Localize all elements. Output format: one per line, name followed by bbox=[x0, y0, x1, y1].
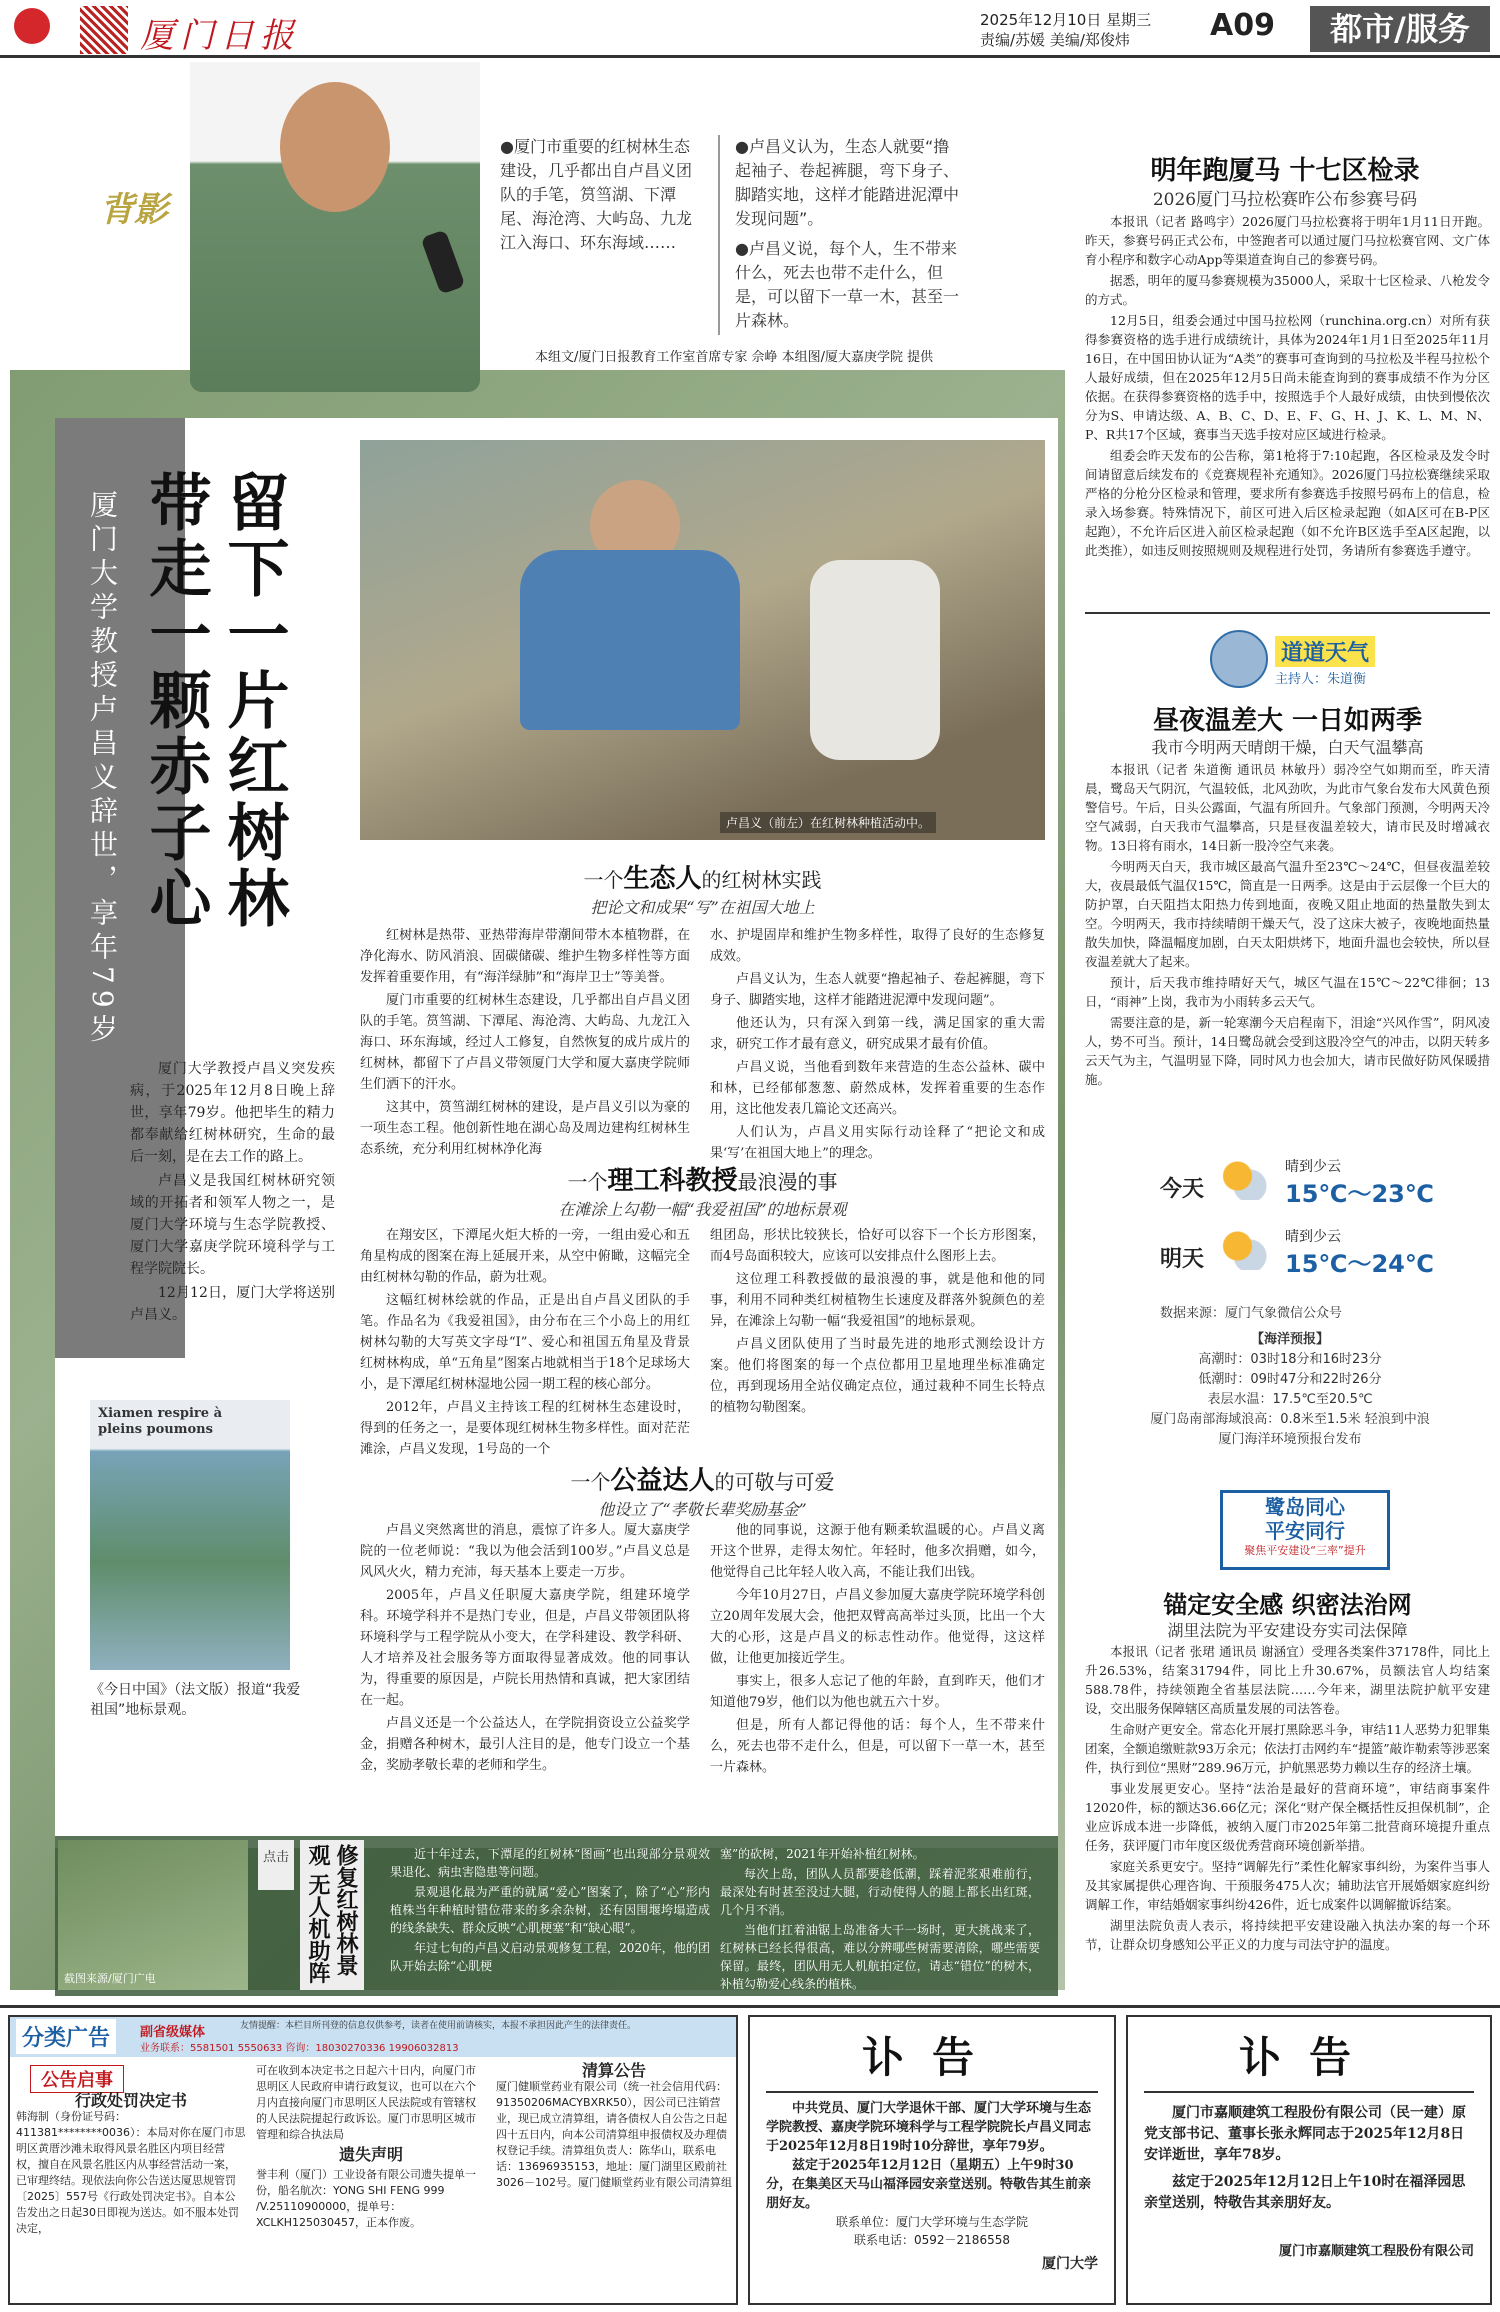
sba-p1: 近十年过去，下潭尾的红树林“图画”也出现部分景观效果退化、病虫害隐患等问题。 bbox=[390, 1847, 710, 1879]
s3a-p3: 卢昌义还是一个公益达人，在学院捐资设立公益奖学金，捐赠各种树木，最引人注目的是，他专门设立一个基金，奖励孝敬长辈的老师和学生。 bbox=[360, 1716, 690, 1773]
page-number: A09 bbox=[1210, 8, 1275, 43]
c3-text: 厦门健顺堂药业有限公司（统一社会信用代码：91350206MACYBXRK50），因公司已注销营业，现已成立清算组，请各债权人自公告之日起四十五日内，向本公司清算组申报债权及办理债权登记手续。清算组负责人：陈华山，联系电话：13696935153，地址：厦门湖里区殿前社3026－102号。厦门健顺堂药业有限公司清算组 bbox=[496, 2080, 732, 2189]
marathon-subtitle: 2026厦门马拉松赛昨公布参赛号码 bbox=[1152, 190, 1418, 210]
tomorrow-temp: 15℃～24℃ bbox=[1285, 1250, 1434, 1278]
safety-title: 锚定安全感 织密法治网 bbox=[1163, 1590, 1412, 1619]
header-info bbox=[980, 10, 1151, 50]
forecast-box bbox=[1160, 1150, 1440, 1290]
banner-line-3: 聚焦平安建设“三率”提升 bbox=[1244, 1544, 1366, 1557]
banner-line-2: 平安同行 bbox=[1265, 1519, 1345, 1543]
obit2-text2: 兹定于2025年12月12日上午10时在福泽园思亲堂送别，特敬告其亲朋好友。 bbox=[1144, 2174, 1466, 2211]
s1b-p4: 卢昌义说，当他看到数年来营造的生态公益林、碳中和林，已经郁郁葱葱、蔚然成林，发挥着重要的生态作用，这比他发表几篇论文还高兴。 bbox=[710, 1060, 1045, 1117]
wx-p1: 本报讯（记者 朱道衡 通讯员 林敏丹）弱冷空气如期而至，昨天清晨，鹭岛天气阴沉，气温较低，北风劲吹，为此市气象台发布大风黄色预警信号。午后，日头公露面，气温有所回升。气象部门预测，今明两天冷空气减弱，白天我市气温攀高，只是昼夜温差较大，请市民及时增减衣物。13日将有雨水，14日新一股冷空气来袭。 bbox=[1085, 762, 1490, 853]
photo-credit: 截图来源/厦门广电 bbox=[64, 1972, 156, 1985]
bullets-left: ●厦门市重要的红树林生态建设，几乎都出自卢昌义团队的手笔，筼筜湖、下潭尾、海沧湾、大屿岛、九龙江入海口、环东海域…… bbox=[500, 137, 693, 252]
obituary-1 bbox=[748, 2015, 1116, 2305]
sea-title: 【海洋预报】 bbox=[1250, 1332, 1329, 1347]
c3-title: 清算公告 bbox=[581, 2061, 646, 2080]
s2-post: 最浪漫的事 bbox=[737, 1170, 838, 1194]
microphone-icon bbox=[421, 229, 466, 294]
s3b-p2: 今年10月27日，卢昌义参加厦大嘉庚学院环境学科创立20周年发展大会，他把双臂高高举过头顶，比出一个大大的心形，这是卢昌义的标志性动作。他觉得，这这样做，让他更加接近学生。 bbox=[710, 1588, 1045, 1666]
weather-host-avatar bbox=[1210, 630, 1268, 688]
s1b-p5: 人们认为，卢昌义用实际行动诠释了“把论文和成果‘写’在祖国大地上”的理念。 bbox=[710, 1125, 1045, 1161]
safety-p2: 生命财产更安全。常态化开展打黑除恶斗争，审结11人恶势力犯罪集团案，全额追缴赃款93万余元；依法打击网约车“提篮”敲诈勒索等涉恶案件，执行到位“黑财”289.96万元，护航黑恶势力赖以生存的经济土壤。 bbox=[1085, 1722, 1490, 1775]
issue-date: 2025年12月10日 星期三 bbox=[980, 11, 1152, 29]
tomorrow-label: 明天 bbox=[1160, 1247, 1205, 1272]
weather-body bbox=[1085, 760, 1490, 1091]
sidebar-photo bbox=[58, 1840, 248, 1990]
portrait-face bbox=[280, 82, 390, 212]
s1b-p1: 水、护堤固岸和维护生物多样性，取得了良好的生态修复成效。 bbox=[710, 928, 1045, 964]
feature-byline: 本组文/厦门日报教育工作室首席专家 佘峥 本组图/厦大嘉庚学院 提供 bbox=[535, 350, 934, 365]
weather-title: 昼夜温差大 一日如两季 bbox=[1152, 706, 1423, 736]
sidebar-tag-text: 点击 bbox=[262, 1850, 289, 1865]
mara-p3: 12月5日，组委会通过中国马拉松网（runchina.org.cn）对所有获得参赛资格的选手进行成绩统计，具体为2024年1月1日至2025年11月16日，在中国田协认证为“A类”的赛事可查询到的马拉松及半程马拉松个人最好成绩，但在2025年12月5日尚未能查询到的赛事成绩不作为分区依据。在获得参赛资格的选手中，按照选手个人最好成绩，由快到慢依次分为S、申请达级、A、B、C、D、E、F、G、H、J、K、L、M、N、P、R共17个区域，赛事当天选手按对应区域进行检录。 bbox=[1085, 313, 1490, 442]
s1a-p1: 红树林是热带、亚热带海岸带潮间带木本植物群，在净化海水、防风消浪、固碳储碳、维护生物多样性等方面发挥着重要作用，有“海洋绿肺”和“海岸卫士”等美誉。 bbox=[360, 928, 690, 985]
page-header bbox=[0, 0, 1500, 58]
sea-source: 厦门海洋环境预报台发布 bbox=[1218, 1432, 1362, 1447]
tomorrow-cond: 晴到少云 bbox=[1285, 1229, 1341, 1245]
s1a-p3: 这其中，筼筜湖红树林的建设，是卢昌义引以为豪的一项生态工程。他创新性地在湖心岛及周边建构红树林生态系统，充分利用红树林净化海 bbox=[360, 1100, 690, 1157]
safety-p1: 本报讯（记者 张珺 通讯员 谢涵宜）受理各类案件37178件，同比上升26.53%，结案31794件，同比上升30.67%，员额法官人均结案588.78件，持续领跑全省基层法院……今年来，湖里法院护航平安建设，交出服务保障辖区高质量发展的司法答卷。 bbox=[1085, 1644, 1490, 1716]
weather-host: 主持人：朱道衡 bbox=[1275, 672, 1367, 687]
s2a-p2: 这幅红树林绘就的作品，正是出自卢昌义团队的手笔。作品名为《我爱祖国》，由分布在三个小岛上的用红树林勾勒的大写英文字母“I”、爱心和祖国五角星及背景红树林构成，单“五角星”图案占地就相当于18个足球场大小，是下潭尾红树林湿地公园一期工程的核心部分。 bbox=[360, 1293, 690, 1392]
s1-post: 的红树林实践 bbox=[701, 868, 822, 892]
wx-p4: 需要注意的是，新一轮寒潮今天启程南下，泪途“兴风作雪”，阴风凌人，势不可当。预计，14日鹭岛就会受到这股冷空气的冲击，以阴天转多云天气为主，气温明显下降，同时风力也会加大，请市民做好防风保暖措施。 bbox=[1085, 1015, 1490, 1087]
safety-body bbox=[1085, 1642, 1490, 1956]
classifieds-tag: 分类广告 bbox=[16, 2019, 116, 2054]
marathon-title: 明年跑厦马 十七区检录 bbox=[1150, 156, 1420, 186]
bullet-right-2: ●卢昌义说，每个人，生不带来什么，死去也带不走什么，但是，可以留下一草一木，甚至一片森林。 bbox=[735, 239, 960, 330]
weather-source: 数据来源：厦门气象微信公众号 bbox=[1160, 1306, 1343, 1321]
s2-pre: 一个 bbox=[567, 1170, 608, 1194]
s2a-p3: 2012年，卢昌义主持该工程的红树林生态建设时，得到的任务之一，是要体现红树林生物多样性。面对茫茫滩涂，卢昌义发现，1号岛的一个 bbox=[360, 1400, 690, 1457]
portrait-photo bbox=[190, 62, 480, 392]
obit1-text2: 兹定于2025年12月12日（星期五）上午9时30分，在集美区天马山福泽园安亲堂送别。特敬告其生前亲朋好友。 bbox=[766, 2158, 1092, 2211]
safety-p3: 事业发展更安心。坚持“法治是最好的营商环境”，审结商事案件12020件，标的额达36.66亿元；深化“财产保全概括性反担保机制”，企业应诉成本进一步降低，被纳入厦门市2025年第二批营商环境提升重点任务，获评厦门市年度区级优秀营商环境创新举措。 bbox=[1085, 1781, 1490, 1853]
obituary-2 bbox=[1126, 2015, 1492, 2305]
s1-pre: 一个 bbox=[583, 868, 624, 892]
s3a-p1: 卢昌义突然离世的消息，震惊了许多人。厦大嘉庚学院的一位老师说：“我以为他会活到100岁。”卢昌义总是风风火火，精力充沛，每天基本上要走一万步。 bbox=[360, 1523, 690, 1580]
obit2-text: 厦门市嘉顺建筑工程股份有限公司（民一建）原党支部书记、董事长张永辉同志于2025年12月8日安详逝世，享年78岁。 bbox=[1144, 2105, 1466, 2163]
sbb-p1: 塞”的砍树，2021年开始补植红树林。 bbox=[720, 1847, 925, 1861]
divider bbox=[1144, 2091, 1474, 2093]
section-2-heading bbox=[360, 1160, 1045, 1220]
s3-key: 公益达人 bbox=[610, 1466, 715, 1496]
s3-col-a bbox=[360, 1520, 690, 1778]
s3-col-b bbox=[710, 1520, 1045, 1780]
s2-sub: 在滩涂上勾勒一幅“我爱祖国”的地标景观 bbox=[558, 1200, 847, 1219]
s3-post: 的可敬与可爱 bbox=[714, 1470, 835, 1494]
classifieds-header bbox=[10, 2017, 736, 2057]
classifieds bbox=[8, 2015, 738, 2305]
sba-p3: 年过七旬的卢昌义启动景观修复工程，2020年，他的团队开始去除“心肌梗 bbox=[390, 1941, 710, 1973]
sidebar-title: 修复红树林景观 无人机助阵 bbox=[300, 1840, 364, 1990]
divider bbox=[718, 135, 720, 335]
s1a-p2: 厦门市重要的红树林生态建设，几乎都出自卢昌义团队的手笔。筼筜湖、下潭尾、海沧湾、大屿岛、九龙江入海口、环东海域，经过人工修复，自然恢复的成片成片的红树林，都留下了卢昌义带领厦门大学和厦大嘉庚学院师生们洒下的汗水。 bbox=[360, 993, 690, 1092]
c2-title: 遗失声明 bbox=[338, 2145, 403, 2164]
magazine-caption: 《今日中国》（法文版）报道“我爱祖国”地标景观。 bbox=[90, 1682, 301, 1718]
banner-line-1: 鹭岛同心 bbox=[1265, 1495, 1345, 1519]
mara-p2: 据悉，明年的厦马参赛规模为35000人，采取十七区检录、八枪发令的方式。 bbox=[1085, 273, 1490, 307]
s2b-p3: 卢昌义团队使用了当时最先进的地形式测绘设计方案。他们将图案的每一个点位都用卫星地理坐标准确定位，再到现场用全站仪确定点位，通过栽种不同生长特点的植物勾勒图案。 bbox=[710, 1337, 1045, 1415]
s1-sub: 把论文和成果“写”在祖国大地上 bbox=[590, 898, 815, 917]
sidebar-tag bbox=[258, 1840, 294, 1890]
editors: 责编/苏媛 美编/郑俊炜 bbox=[980, 31, 1130, 49]
classified-col-3 bbox=[496, 2063, 732, 2191]
s3-pre: 一个 bbox=[570, 1470, 611, 1494]
today-cond: 晴到少云 bbox=[1285, 1159, 1341, 1175]
section-1-heading bbox=[360, 858, 1045, 918]
today-label: 今天 bbox=[1160, 1177, 1205, 1202]
intro-text bbox=[130, 1058, 335, 1328]
classifieds-notice: 友情提醒：本栏目所刊登的信息仅供参考，读者在使用前请核实，本报不承担因此产生的法律责任。 bbox=[240, 2021, 637, 2031]
sidebar-col-a bbox=[390, 1845, 710, 1977]
s2-col-a bbox=[360, 1225, 690, 1462]
vertical-subtitle: 厦门大学教授卢昌义辞世，享年79岁 bbox=[86, 490, 119, 1048]
intro-para-2: 卢昌义是我国红树林研究领域的开拓者和领军人物之一，是厦门大学环境与生态学院教授、厦门大学嘉庚学院环境科学与工程学院院长。 bbox=[130, 1173, 335, 1277]
magazine-cover-image bbox=[90, 1400, 290, 1670]
c2-text: 可在收到本决定书之日起六十日内，向厦门市思明区人民政府申请行政复议，也可以在六个月内直接向厦门市思明区人民法院或有管辖权的人民法院提起行政诉讼。厦门市思明区城市管理和综合执法局 bbox=[256, 2064, 476, 2141]
s3-sub: 他设立了“孝敬长辈奖励基金” bbox=[598, 1500, 807, 1519]
s2b-p1: 组团岛，形状比较狭长，恰好可以容下一个长方形图案，而4号岛面积较大，应该可以安排点什么图形上去。 bbox=[710, 1228, 1045, 1264]
person-figure-shirt bbox=[520, 550, 740, 730]
s2-key: 理工科教授 bbox=[607, 1166, 738, 1196]
s1-col-a bbox=[360, 925, 690, 1162]
c1-title: 行政处罚决定书 bbox=[74, 2091, 187, 2110]
weather-subtitle: 我市今明两天晴朗干燥，白天气温攀高 bbox=[1151, 738, 1424, 757]
classifieds-section: 公告启事 bbox=[30, 2065, 124, 2093]
c2-text2: 誉丰利（厦门）工业设备有限公司遗失提单一份，船名航次：YONG SHI FENG 999 /V.25110900000，提单号：XCLKH125030457，正本作废。 bbox=[256, 2168, 476, 2229]
newspaper-logo-icon bbox=[14, 8, 50, 44]
s3b-p3: 事实上，很多人忘记了他的年龄，直到昨天，他们才知道他79岁，他们以为他也就五六十岁。 bbox=[710, 1674, 1045, 1710]
safety-p5: 湖里法院负责人表示，将持续把平安建设融入执法办案的每一个环节，让群众切身感知公平正义的力度与司法守护的温度。 bbox=[1085, 1918, 1490, 1952]
intro-para-3: 12月12日，厦门大学将送别卢昌义。 bbox=[130, 1285, 335, 1323]
bullets-right bbox=[735, 135, 965, 333]
safety-p4: 家庭关系更安宁。坚持“调解先行”柔性化解家事纠纷，为案件当事人及其家属提供心理咨询、干预服务475人次；辅助法官开展婚姻家庭纠纷调解工作，审结婚姻家事纠纷426件，近七成案件以调解撤诉结案。 bbox=[1085, 1859, 1490, 1912]
weather-column-name: 道道天气 bbox=[1275, 636, 1375, 667]
obit1-contact1: 联系单位：厦门大学环境与生态学院 bbox=[835, 2215, 1028, 2229]
person-figure-2 bbox=[810, 560, 940, 760]
sba-p2: 景观退化最为严重的就属“爱心”图案了，除了“心”形内植株当年种植时错位带来的多余杂树，还有因围堰垮塌造成的线条缺失、群众反映“心肌梗塞”和“缺心眼”。 bbox=[390, 1885, 710, 1935]
sbb-p3: 当他们扛着油锯上岛准备大干一场时，更大挑战来了，红树林已经长得很高，难以分辨哪些树需要清除，哪些需要保留。最终，团队用无人机航拍定位，请志“错位”的树木，补植勾勒爱心线条的植株。 bbox=[720, 1923, 1040, 1991]
newspaper-brand: 厦门日报 bbox=[140, 16, 300, 56]
classified-col-2 bbox=[256, 2063, 486, 2231]
divider bbox=[1085, 612, 1490, 614]
wx-p2: 今明两天白天，我市城区最高气温升至23℃～24℃，但昼夜温差较大，夜晨最低气温仅15℃，筒直是一日两季。这是由于云层像一个巨大的防护罩，白天阻挡太阳热力传到地面，夜晚又阻止地面的热量散失到太空。今明两天，我市持续晴朗干燥天气，没了这床大被子，夜晚地面热量散失加快，降温幅度加剧，白天太阳烘烤下，地面升温也会较快，所以昼夜温差就大了起来。 bbox=[1085, 859, 1490, 969]
divider bbox=[0, 2005, 1500, 2008]
s1-key: 生态人 bbox=[623, 864, 702, 894]
today-temp: 15℃～23℃ bbox=[1285, 1180, 1434, 1208]
obit1-signer: 厦门大学 bbox=[1042, 2256, 1098, 2272]
s2b-p2: 这位理工科教授做的最浪漫的事，就是他和他的同事，利用不同种类红树植物生长速度及群落外貌颜色的差异，在滩涂上勾勒一幅“我爱祖国”的地标景观。 bbox=[710, 1272, 1045, 1329]
s2-col-b bbox=[710, 1225, 1045, 1420]
s1b-p2: 卢昌义认为，生态人就要“撸起袖子、卷起裤腿，弯下身子、脚踏实地，这样才能踏进泥潭中发现问题”。 bbox=[710, 972, 1045, 1008]
s2a-p1: 在翔安区，下潭尾火炬大桥的一旁，一组由爱心和五角星构成的图案在海上延展开来，从空中俯瞰，这幅完全由红树林勾勒的作品，蔚为壮观。 bbox=[360, 1228, 690, 1285]
sea-temp: 表层水温：17.5℃至20.5℃ bbox=[1207, 1392, 1373, 1407]
bullet-right-1: ●卢昌义认为，生态人就要“撸起袖子、卷起裤腿，弯下身子、脚踏实地，这样才能踏进泥潭中发现问题”。 bbox=[735, 137, 960, 228]
wx-p3: 预计，后天我市维持晴好天气，城区气温在15℃～22℃徘徊；13日，“雨神”上岗，我市为小雨转多云天气。 bbox=[1085, 975, 1490, 1009]
mara-p4: 组委会昨天发布的公告称，第1枪将于7:10起跑，各区检录及发令时间请留意后续发布的《竞赛规程补充通知》。2026厦门马拉松赛继续采取严格的分枪分区检录和管理，要求所有参赛选手按照号码布上的信息，检录入场参赛。特殊情况下，前区可进入后区检录起跑（如A区可在B-P区起跑），不允许后区进入前区检录起跑（如不允许B区选手至A区起跑，以此类推），如违反则按照规则及规程进行处罚，务请所有参赛选手遵守。 bbox=[1085, 448, 1490, 558]
vice-label: 副省级媒体 bbox=[140, 2025, 206, 2040]
intro-para-1: 厦门大学教授卢昌义突发疾病，于2025年12月8日晚上辞世，享年79岁。他把毕生的精力都奉献给红树林研究，生命的最后一刻，是在去工作的路上。 bbox=[130, 1061, 335, 1165]
divider bbox=[766, 2091, 1098, 2093]
obit2-title: 讣告 bbox=[1238, 2033, 1379, 2082]
magazine-title: Xiamen respire à pleins poumons bbox=[98, 1406, 222, 1437]
sidebar-col-b bbox=[720, 1845, 1040, 1995]
high-tide: 高潮时：03时18分和16时23分 bbox=[1198, 1352, 1382, 1367]
obit1-contact2: 联系电话：0592－2186558 bbox=[854, 2233, 1010, 2247]
s3a-p2: 2005年，卢昌义任职厦大嘉庚学院，组建环境学科。环境学科并不是热门专业，但是，卢昌义带领团队将环境科学与工程学院从小变大，在学科建设、教学科研、人才培养及社会服务等方面取得显著成效。他的同事认为，得重要的原因是，卢院长用热情和真诚，把大家团结在一起。 bbox=[360, 1588, 690, 1708]
c1-text: 韩海制（身份证号码：411381********0036）：本局对你在厦门市思明区黄厝沙滩未取得风景名胜区内项目经营权，擅自在风景名胜区内从事经营活动一案，已审理终结。现依法向你公告送达厦思规管罚〔2025〕557号《行政处罚决定书》。自本公告发出之日起30日即视为送达。如不服本处罚决定， bbox=[16, 2110, 246, 2235]
marathon-body bbox=[1085, 212, 1490, 562]
section-3-heading bbox=[360, 1460, 1045, 1520]
s3b-p4: 但是，所有人都记得他的话：每个人，生不带来什么，死去也带不走什么，但是，可以留下一草一木，甚至一片森林。 bbox=[710, 1718, 1045, 1775]
sun-cloud-icon bbox=[1220, 1230, 1270, 1270]
s1b-p3: 他还认为，只有深入到第一线，满足国家的重大需求，研究工作才最有意义，研究成果才最有价值。 bbox=[710, 1016, 1045, 1052]
classifieds-phone: 业务联系：5581501 5550633 咨询：18030270336 19906032813 bbox=[140, 2043, 459, 2054]
safety-subtitle: 湖里法院为平安建设夯实司法保障 bbox=[1167, 1621, 1408, 1640]
s1-col-b bbox=[710, 925, 1045, 1166]
obit2-signer: 厦门市嘉顺建筑工程股份有限公司 bbox=[1278, 2244, 1474, 2259]
obit1-text: 中共党员、厦门大学退休干部、厦门大学环境与生态学院教授、嘉庚学院环境科学与工程学院院长卢昌义同志于2025年12月8日19时10分辞世，享年79岁。 bbox=[766, 2101, 1092, 2154]
column-tag: 背影 bbox=[100, 190, 168, 230]
sbb-p2: 每次上岛，团队人员都要趁低潮，踩着泥浆艰难前行，最深处有时甚至没过大腿，行动使得人的腿上都长出红斑，几个月不消。 bbox=[720, 1867, 1040, 1917]
classified-col-1 bbox=[16, 2093, 246, 2237]
main-title-1: 留下一片红树林 bbox=[217, 470, 290, 932]
mara-p1: 本报讯（记者 路鸣宇）2026厦门马拉松赛将于明年1月11日开跑。昨天，参赛号码正式公布，中签跑者可以通过厦门马拉松赛官网、文广体育小程序和数字心动App等渠道查询自己的参赛号码。 bbox=[1085, 214, 1490, 267]
safety-banner bbox=[1220, 1490, 1390, 1570]
wave-height: 厦门岛南部海域浪高：0.8米至1.5米 轻浪到中浪 bbox=[1150, 1412, 1430, 1427]
low-tide: 低潮时：09时47分和22时26分 bbox=[1198, 1372, 1382, 1387]
s3b-p1: 他的同事说，这源于他有颗柔软温暖的心。卢昌义离开这个世界，走得太匆忙。年轻时，他多次捐赠，如今，他觉得自己比年轻人收入高，不能让我们出钱。 bbox=[710, 1523, 1045, 1580]
photo-caption: 卢昌义（前左）在红树林种植活动中。 bbox=[720, 812, 936, 833]
sea-forecast bbox=[1100, 1330, 1480, 1450]
main-title-2: 带走一颗赤子心 bbox=[139, 470, 212, 932]
planting-photo bbox=[360, 440, 1045, 840]
qr-code-icon bbox=[80, 6, 128, 54]
section-tab: 都市/服务 bbox=[1310, 6, 1490, 52]
sun-cloud-icon bbox=[1220, 1160, 1270, 1200]
obit1-title: 讣告 bbox=[861, 2033, 1002, 2082]
